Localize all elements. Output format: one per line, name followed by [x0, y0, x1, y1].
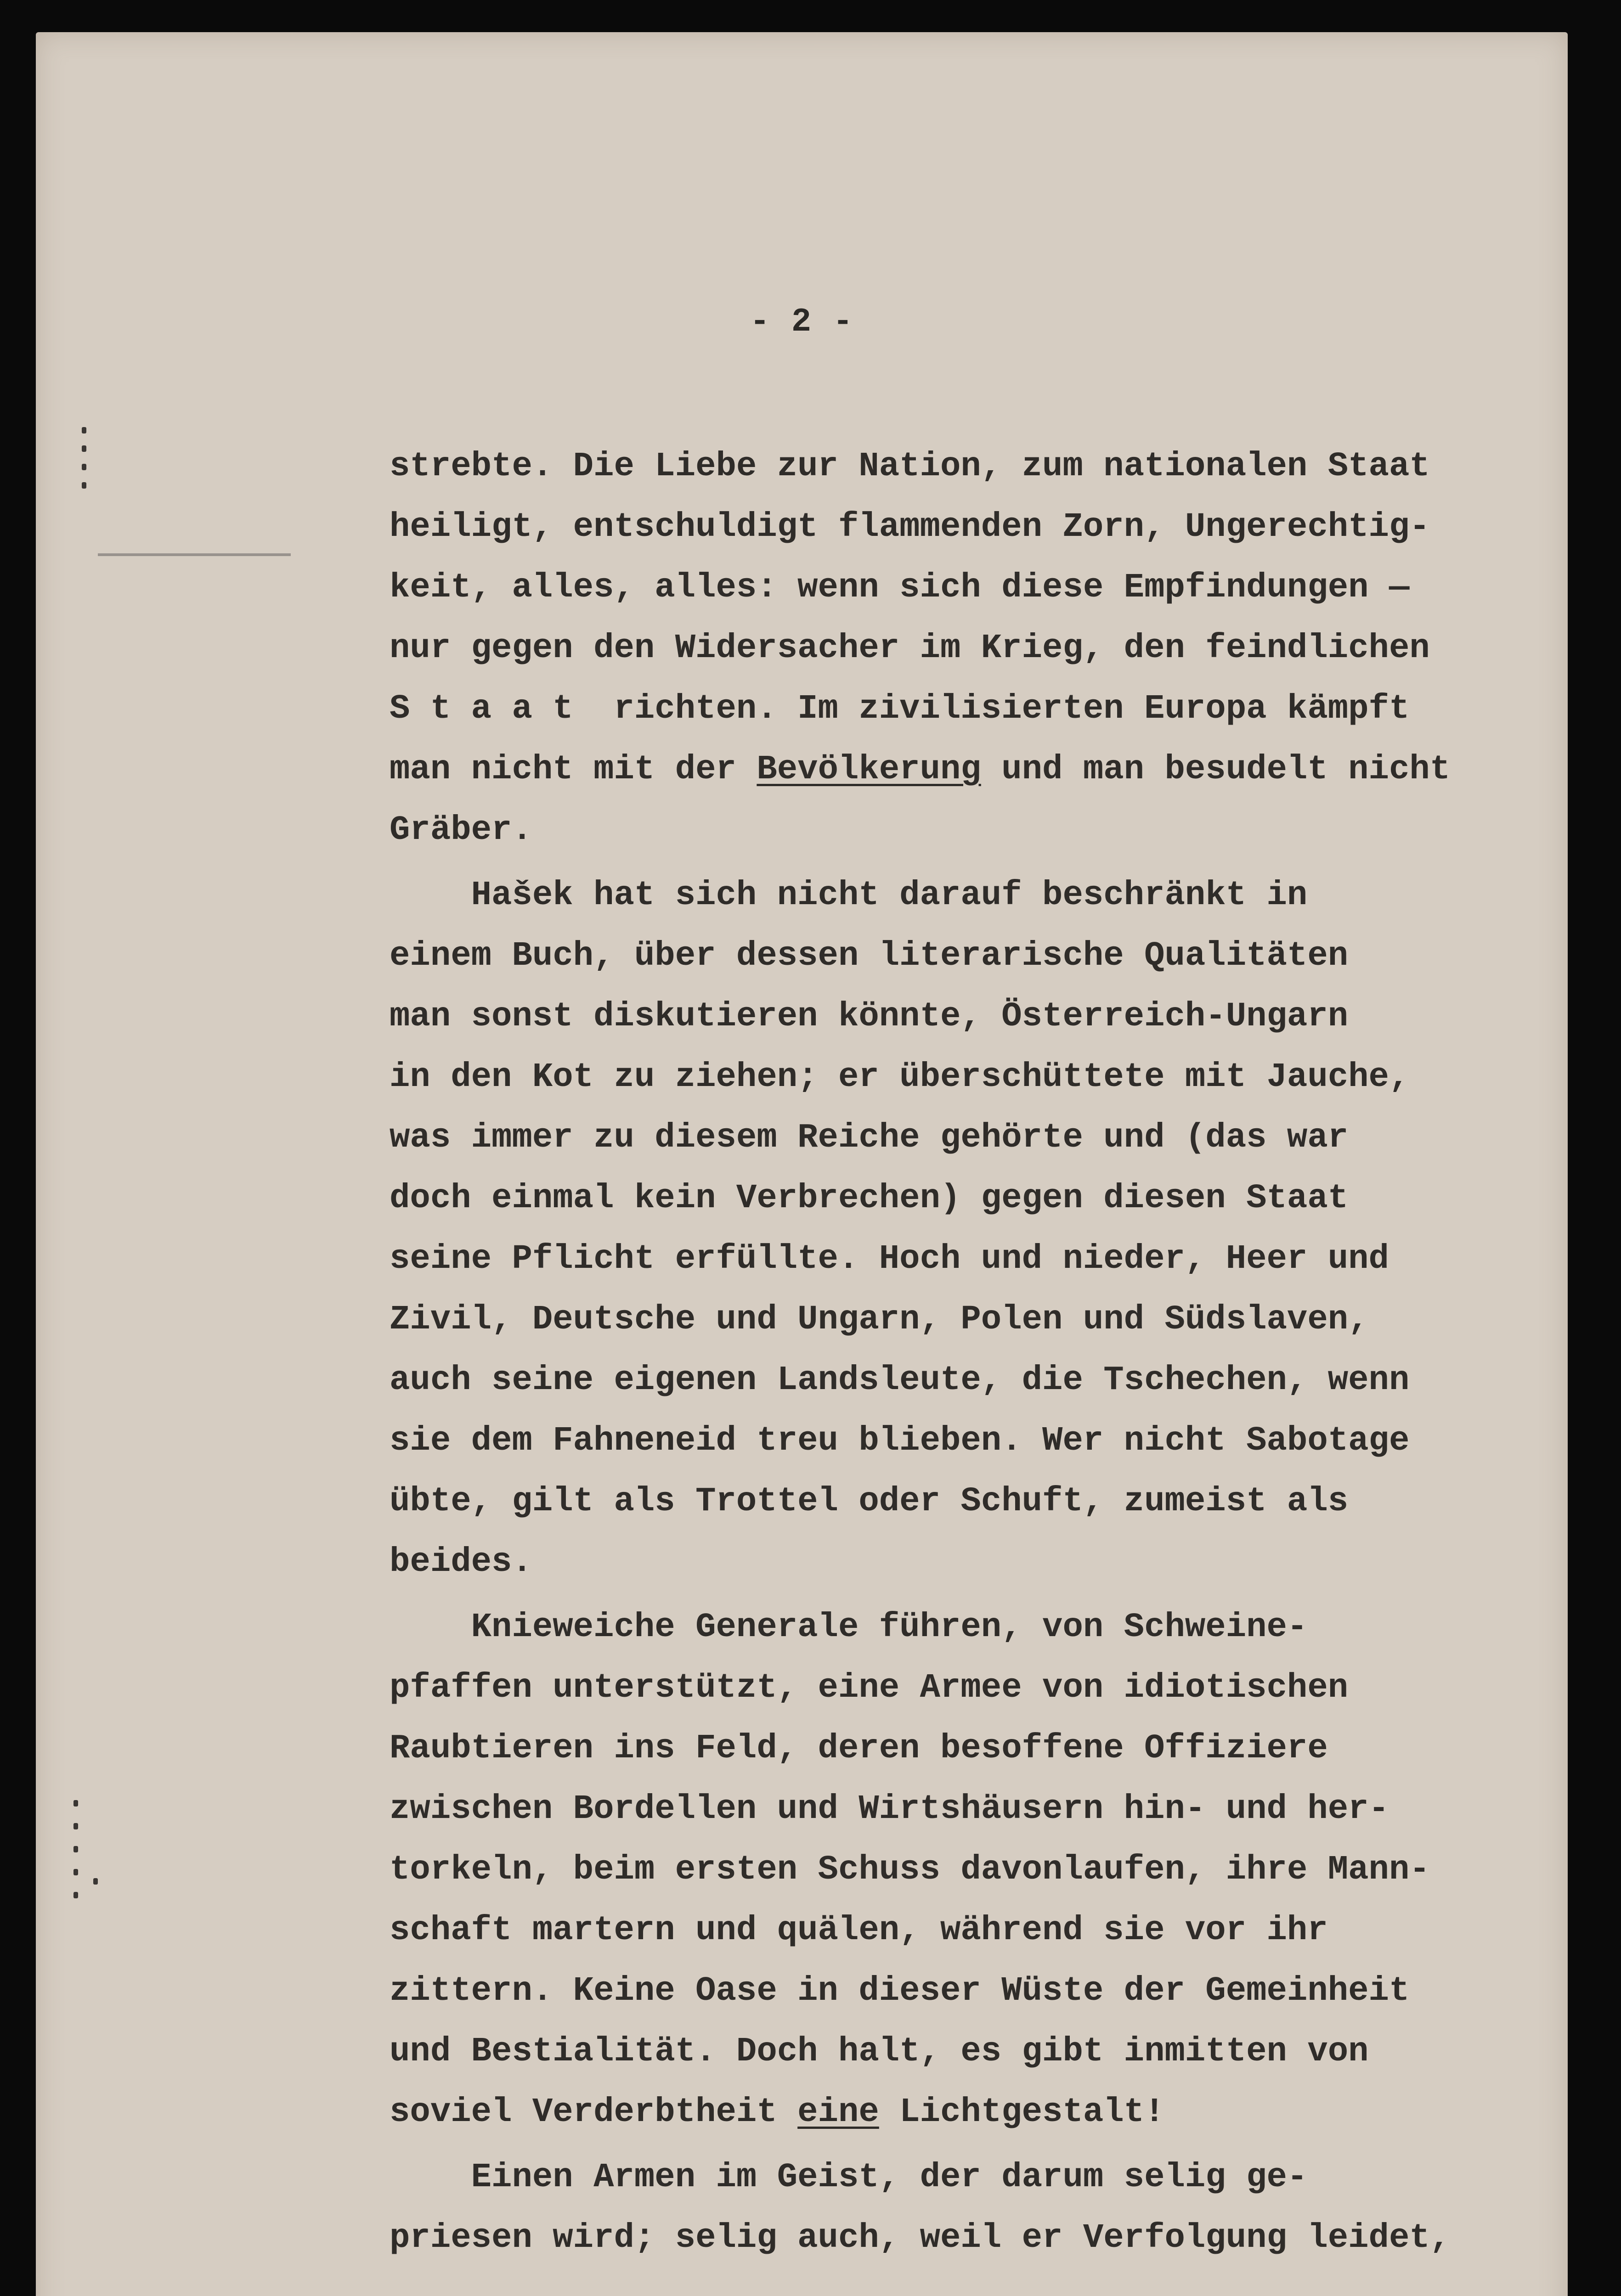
paragraph-gap	[390, 2143, 1538, 2147]
text-segment: man sonst diskutieren könnte, Österreich-Ungarn	[390, 997, 1349, 1036]
text-line	[390, 1350, 1538, 1411]
text-segment: Zivil, Deutsche und Ungarn, Polen und Südslaven,	[390, 1300, 1369, 1339]
text-line	[390, 800, 1538, 861]
text-line	[390, 1718, 1538, 1779]
text-line	[390, 2208, 1538, 2268]
text-line	[390, 1108, 1538, 1168]
text-segment: in den Kot zu ziehen; er überschüttete mit Jauche,	[390, 1058, 1410, 1097]
text-line	[390, 2021, 1538, 2082]
text-segment: auch seine eigenen Landsleute, die Tschechen, wenn	[390, 1361, 1410, 1400]
text-segment: pfaffen unterstützt, eine Armee von idiotischen	[390, 1669, 1349, 1707]
text-segment: seine Pflicht erfüllte. Hoch und nieder, Heer und	[390, 1240, 1389, 1278]
text-line	[390, 1168, 1538, 1229]
text-line	[390, 436, 1538, 497]
text-segment: einem Buch, über dessen literarische Qualitäten	[390, 937, 1349, 975]
text-segment: und Bestialität. Doch halt, es gibt inmitten von	[390, 2032, 1369, 2071]
text-line	[390, 1597, 1538, 1658]
page-number: - 2 -	[750, 303, 854, 341]
text-segment: Raubtieren ins Feld, deren besoffene Offiziere	[390, 1729, 1328, 1768]
margin-mark	[82, 427, 86, 433]
text-segment: S t a a t richten. Im zivilisierten Europa kämpft	[390, 690, 1410, 728]
margin-mark	[73, 1800, 78, 1806]
text-line	[390, 1411, 1538, 1471]
text-segment: torkeln, beim ersten Schuss davonlaufen, ihre Mann-	[390, 1851, 1430, 1889]
text-segment: strebte. Die Liebe zur Nation, zum nationalen Staat	[390, 447, 1430, 486]
text-segment: keit, alles, alles: wenn sich diese Empfindungen —	[390, 568, 1410, 607]
text-segment: priesen wird; selig auch, weil er Verfolgung leidet,	[390, 2219, 1451, 2257]
text-segment: übte, gilt als Trottel oder Schuft, zumeist als	[390, 1482, 1349, 1521]
text-segment: doch einmal kein Verbrechen) gegen diesen Staat	[390, 1179, 1349, 1218]
margin-mark	[82, 464, 86, 470]
text-segment: Einen Armen im Geist, der darum selig ge-	[390, 2158, 1308, 2197]
text-line	[390, 1961, 1538, 2021]
text-line	[390, 618, 1538, 679]
text-line	[390, 986, 1538, 1047]
text-line	[390, 679, 1538, 739]
underlined-word: Bevölkerung	[757, 750, 981, 789]
text-segment: Hašek hat sich nicht darauf beschränkt in	[390, 876, 1308, 915]
text-line	[390, 1840, 1538, 1900]
text-segment: sie dem Fahneneid treu blieben. Wer nicht Sabotage	[390, 1422, 1410, 1460]
text-line	[390, 865, 1538, 926]
text-line	[390, 1229, 1538, 1289]
text-line	[390, 1900, 1538, 1961]
text-segment: und man besudelt nicht	[981, 750, 1451, 789]
text-segment: soviel Verderbtheit	[390, 2093, 798, 2132]
text-line	[390, 497, 1538, 557]
margin-mark	[73, 1846, 78, 1852]
text-segment: Lichtgestalt!	[879, 2093, 1165, 2132]
text-line	[390, 739, 1538, 800]
text-line	[390, 1047, 1538, 1108]
margin-rule	[98, 553, 291, 556]
text-segment: nur gegen den Widersacher im Krieg, den feindlichen	[390, 629, 1430, 668]
document-page	[36, 32, 1568, 2296]
text-line	[390, 557, 1538, 618]
text-line	[390, 1471, 1538, 1532]
text-line	[390, 1658, 1538, 1718]
text-segment: was immer zu diesem Reiche gehörte und (das war	[390, 1119, 1349, 1157]
underlined-word: eine	[797, 2093, 879, 2132]
text-segment: heiligt, entschuldigt flammenden Zorn, Ungerechtig-	[390, 508, 1430, 546]
text-line	[390, 2082, 1538, 2143]
margin-mark	[73, 1823, 78, 1829]
text-line	[390, 926, 1538, 986]
margin-mark	[73, 1892, 78, 1898]
text-segment: schaft martern und quälen, während sie vor ihr	[390, 1911, 1328, 1950]
margin-mark	[82, 482, 86, 489]
text-line	[390, 2147, 1538, 2208]
text-segment: Gräber.	[390, 811, 532, 850]
text-line	[390, 1779, 1538, 1840]
text-segment: beides.	[390, 1543, 532, 1581]
text-segment: zwischen Bordellen und Wirtshäusern hin- und her-	[390, 1790, 1389, 1829]
text-segment: man nicht mit der	[390, 750, 757, 789]
paragraph-gap	[390, 861, 1538, 865]
text-line	[390, 1532, 1538, 1593]
margin-mark	[73, 1869, 78, 1875]
paragraph-gap	[390, 1593, 1538, 1597]
margin-mark	[93, 1878, 98, 1885]
text-line	[390, 1289, 1538, 1350]
body-text	[390, 436, 1538, 2268]
text-segment: Knieweiche Generale führen, von Schweine-	[390, 1608, 1308, 1647]
text-segment: zittern. Keine Oase in dieser Wüste der Gemeinheit	[390, 1972, 1410, 2010]
margin-mark	[82, 445, 86, 452]
